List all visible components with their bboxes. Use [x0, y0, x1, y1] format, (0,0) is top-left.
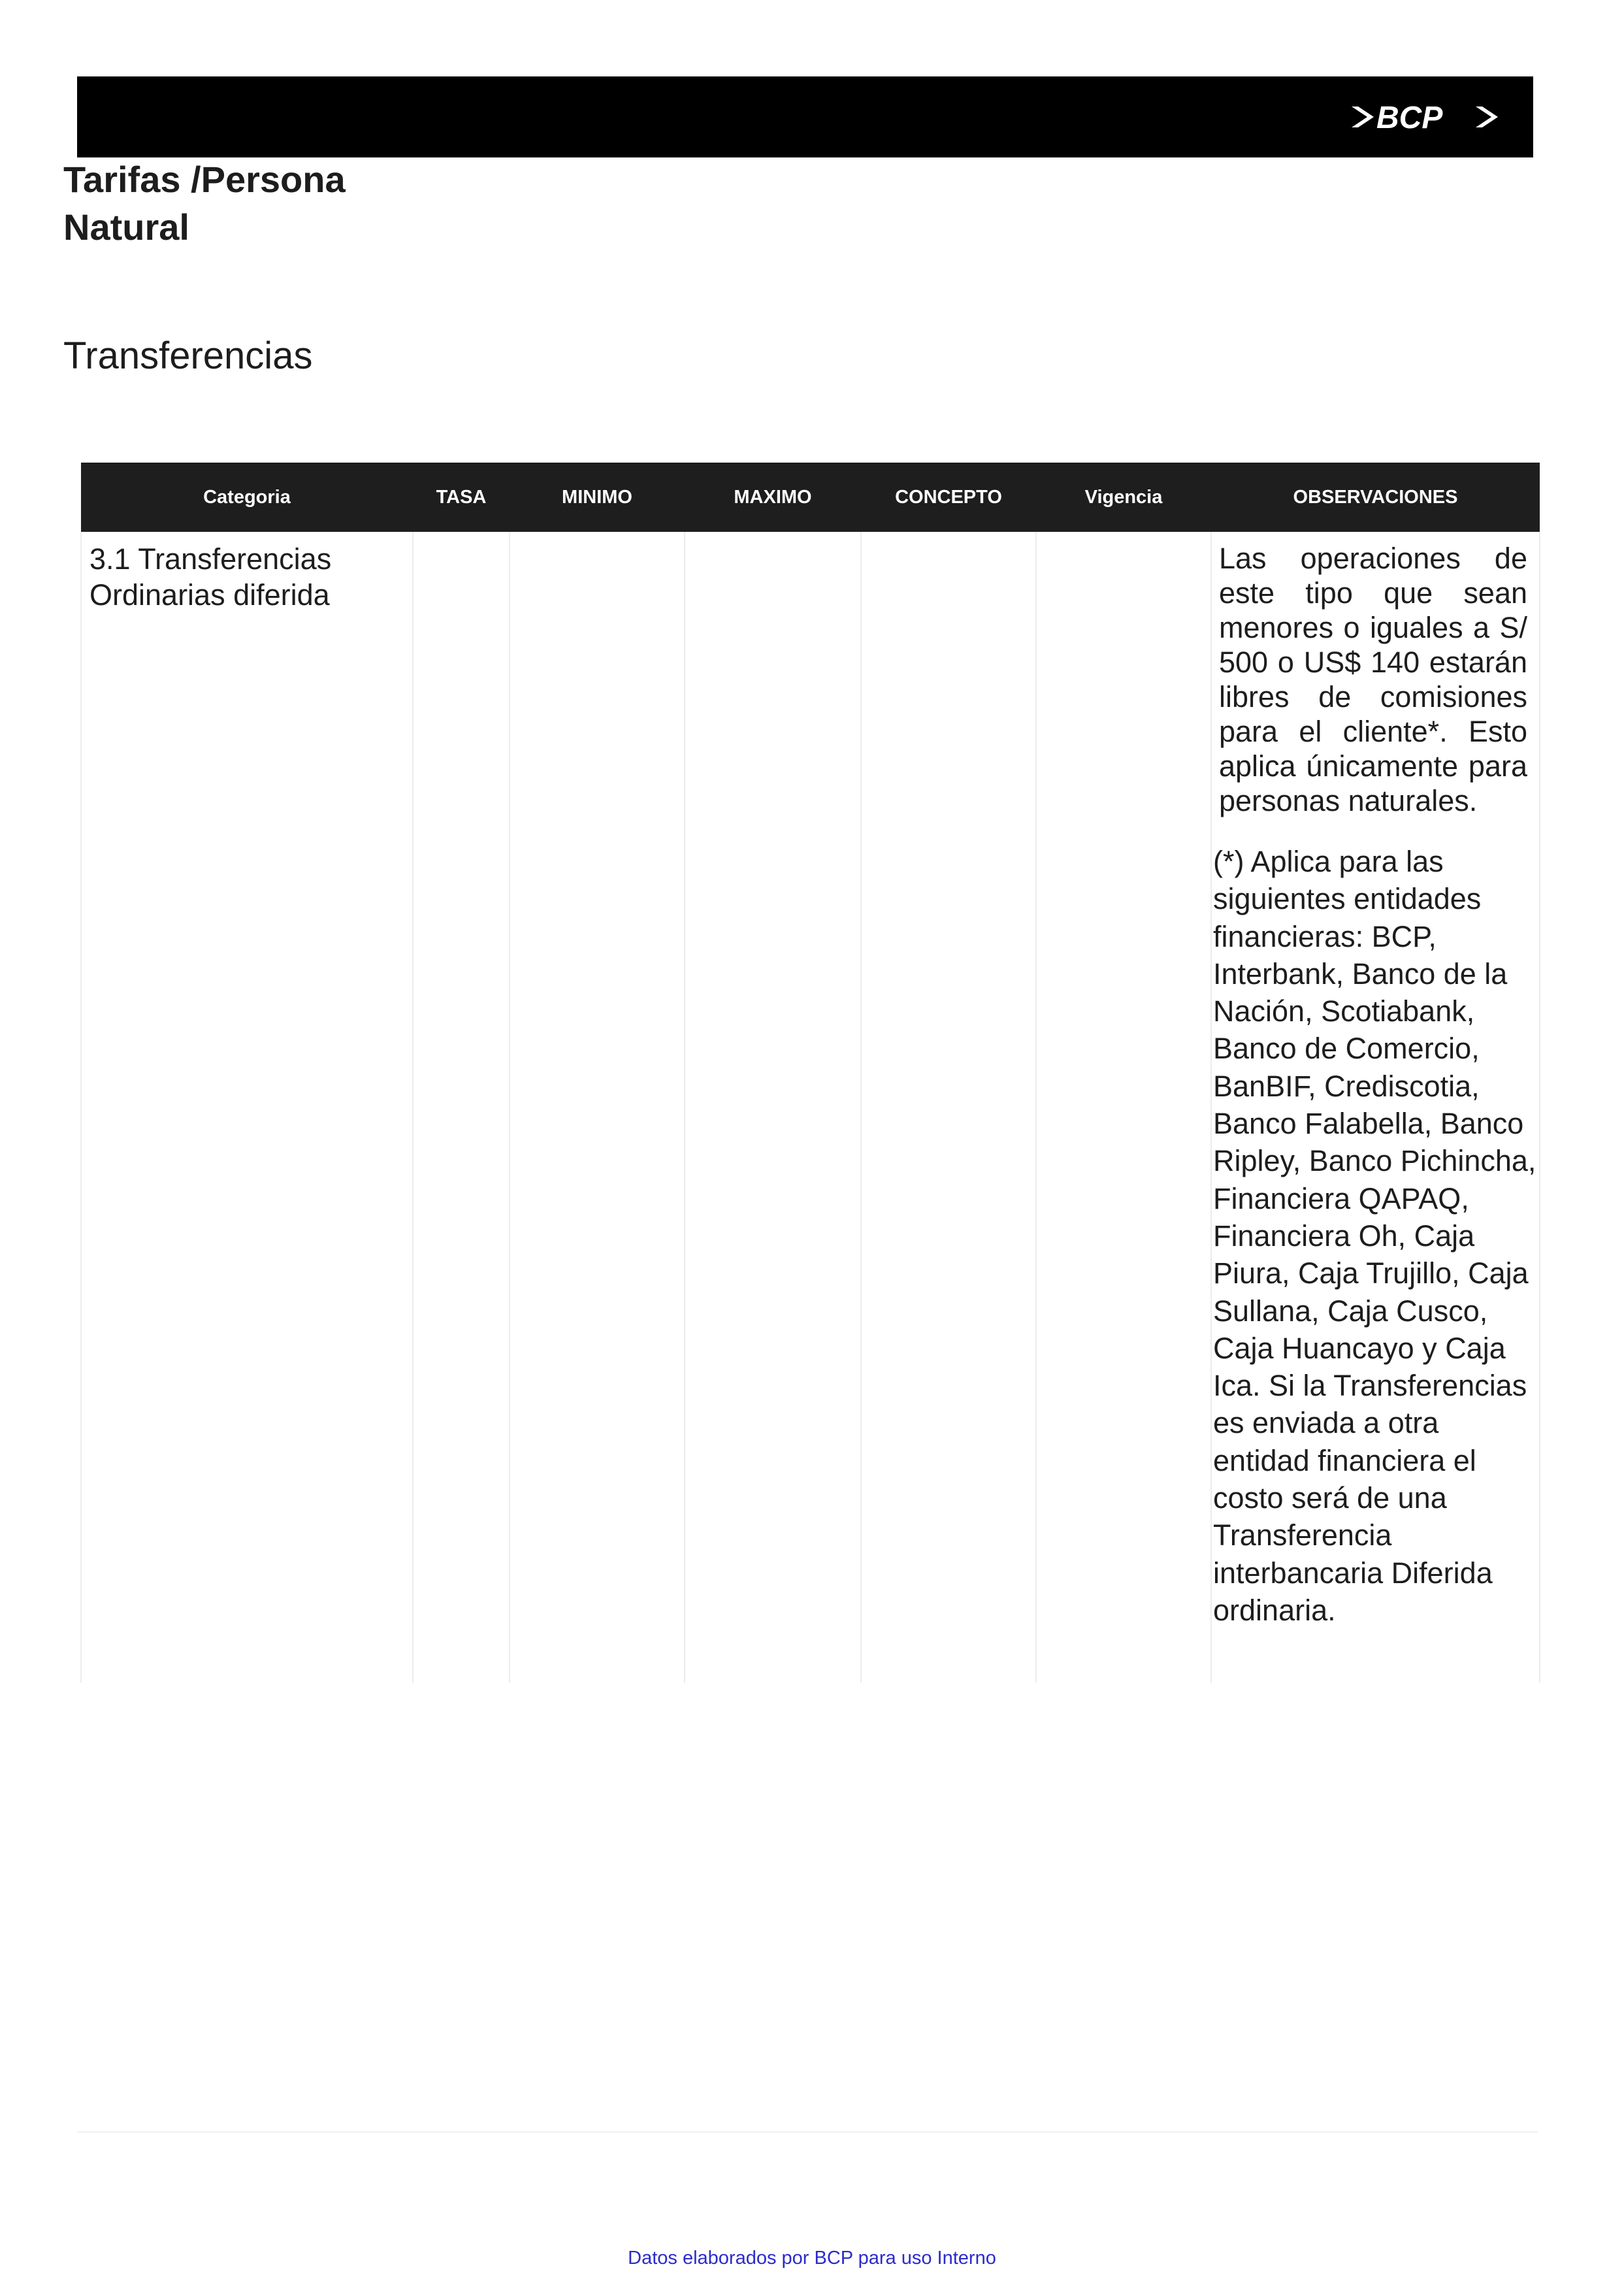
page-title [63, 156, 346, 251]
table-header-row [81, 463, 1540, 532]
rates-table [80, 463, 1540, 1683]
cell-vigencia [1036, 532, 1211, 1683]
footer-divider [77, 2131, 1538, 2133]
col-header-observaciones: OBSERVACIONES [1211, 463, 1540, 532]
col-header-categoria: Categoria [81, 463, 413, 532]
footer-text: Datos elaborados por BCP para uso Interno [628, 2248, 996, 2269]
page-title-line-1: Tarifas /Persona [63, 159, 346, 200]
table-row [81, 532, 1540, 1683]
cell-concepto [861, 532, 1036, 1683]
categoria-text: 3.1 Transferencias Ordinarias diferida [89, 542, 332, 612]
page-title-line-2: Natural [63, 206, 189, 248]
bcp-logo-mark [1348, 97, 1504, 137]
observaciones-note: (*) Aplica para las siguientes entidades financieras: BCP, Interbank, Banco de la Nación, Scotiabank, Banco de Comercio, BanBIF, Crediscotia, Banco Falabella, Banco Ripley, Banco Pichincha, Financiera QAPAQ, Financiera Oh, Caja Piura, Caja Trujillo, Caja Sullana, Caja Cusco, Caja Huancayo y Caja Ica. Si la Transferencias es enviada a otra entidad financiera el costo será de una Transferencia interbancaria Diferida ordinaria. [1213, 845, 1536, 1627]
cell-categoria [81, 532, 413, 1683]
col-header-minimo: MINIMO [510, 463, 685, 532]
header-bar [77, 76, 1533, 157]
cell-observaciones [1211, 532, 1540, 1683]
col-header-tasa: TASA [413, 463, 510, 532]
svg-text:BCP: BCP [1376, 101, 1443, 135]
col-header-concepto: CONCEPTO [861, 463, 1036, 532]
col-header-vigencia: Vigencia [1036, 463, 1211, 532]
cell-minimo [510, 532, 685, 1683]
cell-maximo [685, 532, 861, 1683]
bcp-logo [1348, 97, 1504, 137]
cell-tasa [413, 532, 510, 1683]
observaciones-text: Las operaciones de este tipo que sean menores o iguales a S/ 500 o US$ 140 estarán libres de comisiones para el cliente*. Esto aplica únicamente para personas naturales. [1219, 542, 1527, 817]
section-title: Transferencias [63, 335, 313, 377]
col-header-maximo: MAXIMO [685, 463, 861, 532]
